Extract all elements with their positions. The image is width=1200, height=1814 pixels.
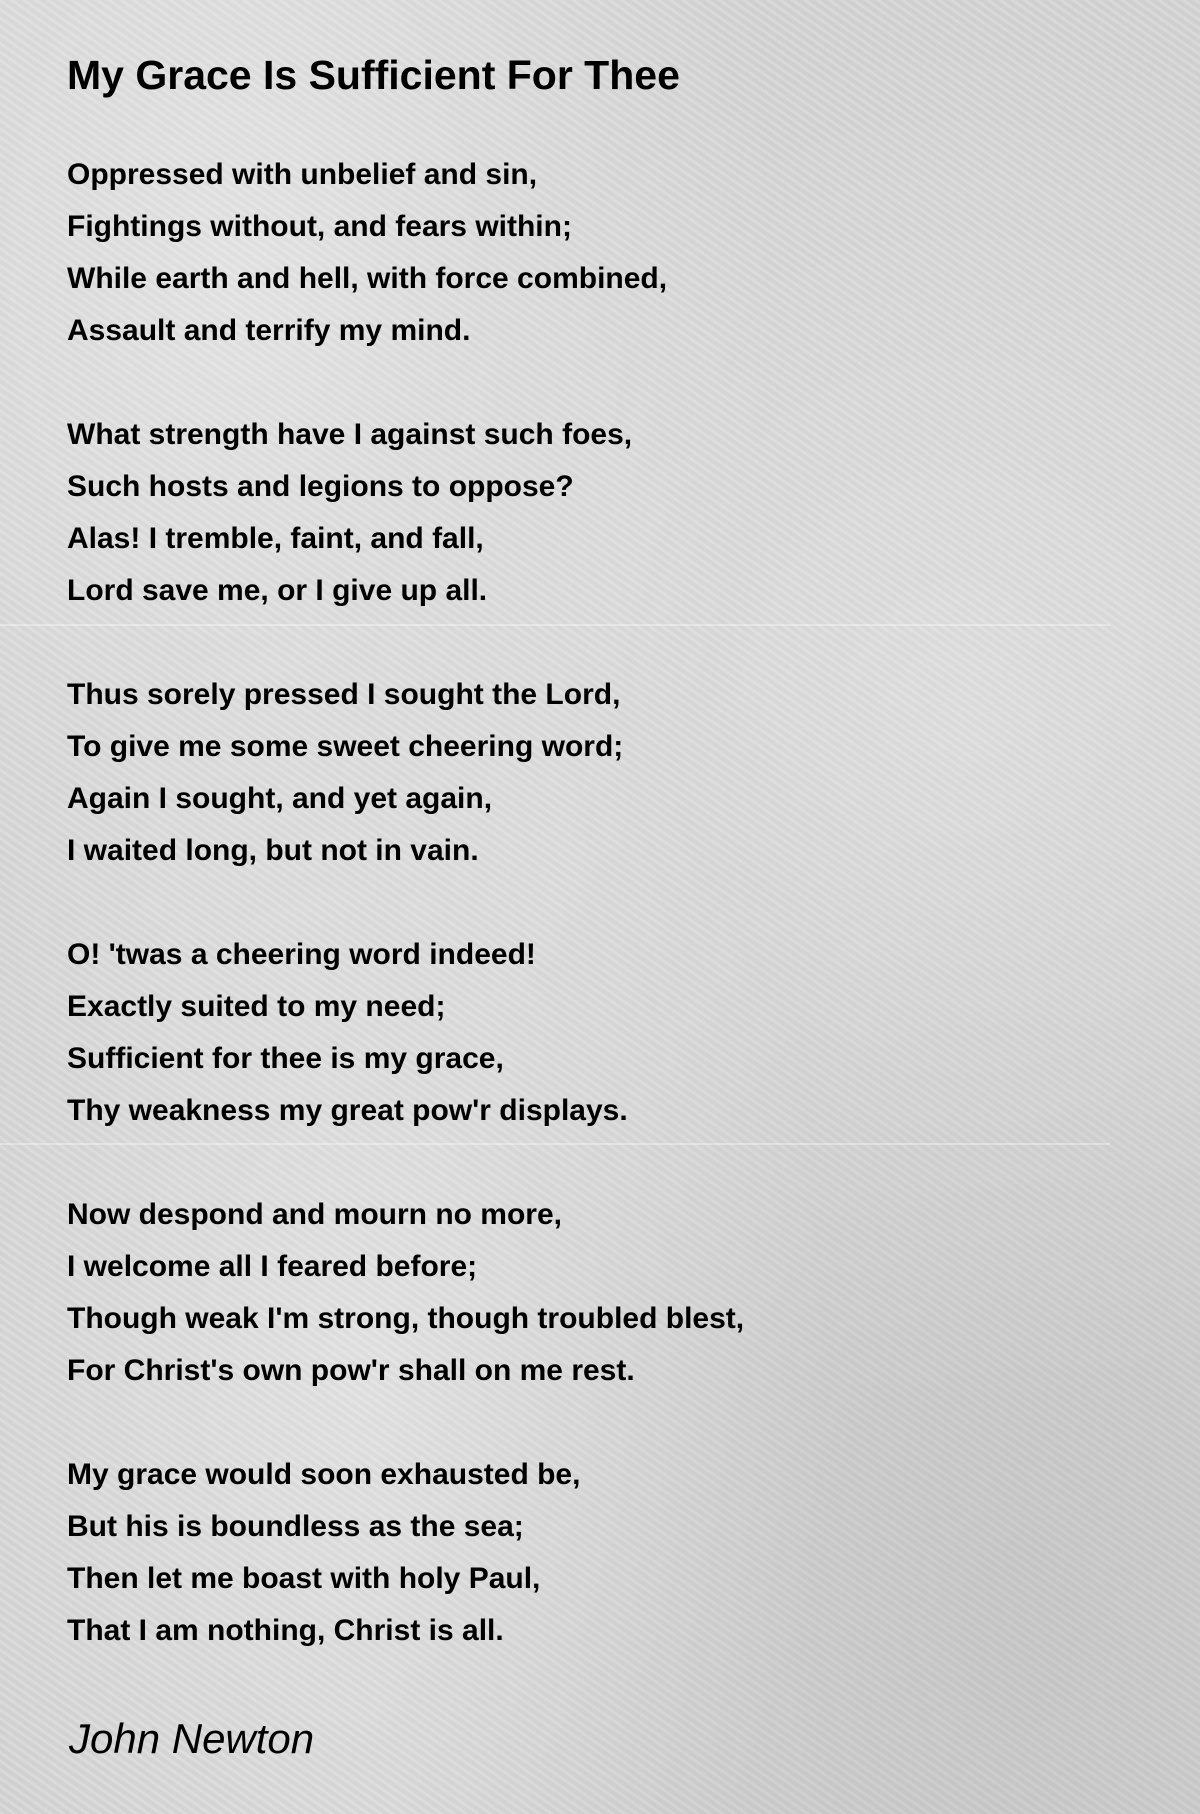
poem-line: I welcome all I feared before; bbox=[67, 1250, 478, 1283]
poem-line: What strength have I against such foes, bbox=[67, 418, 633, 451]
poem-line: Then let me boast with holy Paul, bbox=[67, 1562, 541, 1595]
poem-line: Lord save me, or I give up all. bbox=[67, 574, 488, 607]
poem-line: Assault and terrify my mind. bbox=[67, 314, 471, 347]
poem-line: Exactly suited to my need; bbox=[67, 990, 446, 1023]
poem-line: For Christ's own pow'r shall on me rest. bbox=[67, 1354, 635, 1387]
poem-line: Such hosts and legions to oppose? bbox=[67, 470, 574, 503]
poem-author: John Newton bbox=[69, 1715, 315, 1762]
poem-line: Oppressed with unbelief and sin, bbox=[67, 158, 538, 191]
poem-line: Fightings without, and fears within; bbox=[67, 210, 572, 243]
poem-line: I waited long, but not in vain. bbox=[67, 834, 479, 867]
poem-line: Again I sought, and yet again, bbox=[67, 782, 493, 815]
poem-body bbox=[67, 149, 744, 1657]
poem-title: My Grace Is Sufficient For Thee bbox=[67, 52, 680, 98]
poem-line: Now despond and mourn no more, bbox=[67, 1198, 562, 1231]
poem-line: O! 'twas a cheering word indeed! bbox=[67, 938, 536, 971]
poem-line: My grace would soon exhausted be, bbox=[67, 1458, 581, 1491]
stanza-break bbox=[67, 617, 744, 669]
poem-line: But his is boundless as the sea; bbox=[67, 1510, 524, 1543]
poem-line: Alas! I tremble, faint, and fall, bbox=[67, 522, 484, 555]
stanza-break bbox=[67, 357, 744, 409]
poem-line: Thus sorely pressed I sought the Lord, bbox=[67, 678, 621, 711]
poem-line: Thy weakness my great pow'r displays. bbox=[67, 1094, 628, 1127]
stanza-break bbox=[67, 1397, 744, 1449]
stanza-break bbox=[67, 877, 744, 929]
poem-line: Sufficient for thee is my grace, bbox=[67, 1042, 504, 1075]
poem-line: Though weak I'm strong, though troubled blest, bbox=[67, 1302, 745, 1335]
stanza-break bbox=[67, 1137, 744, 1189]
poem-line: To give me some sweet cheering word; bbox=[67, 730, 624, 763]
poem-line: While earth and hell, with force combined, bbox=[67, 262, 668, 295]
poem-line: That I am nothing, Christ is all. bbox=[67, 1614, 504, 1647]
